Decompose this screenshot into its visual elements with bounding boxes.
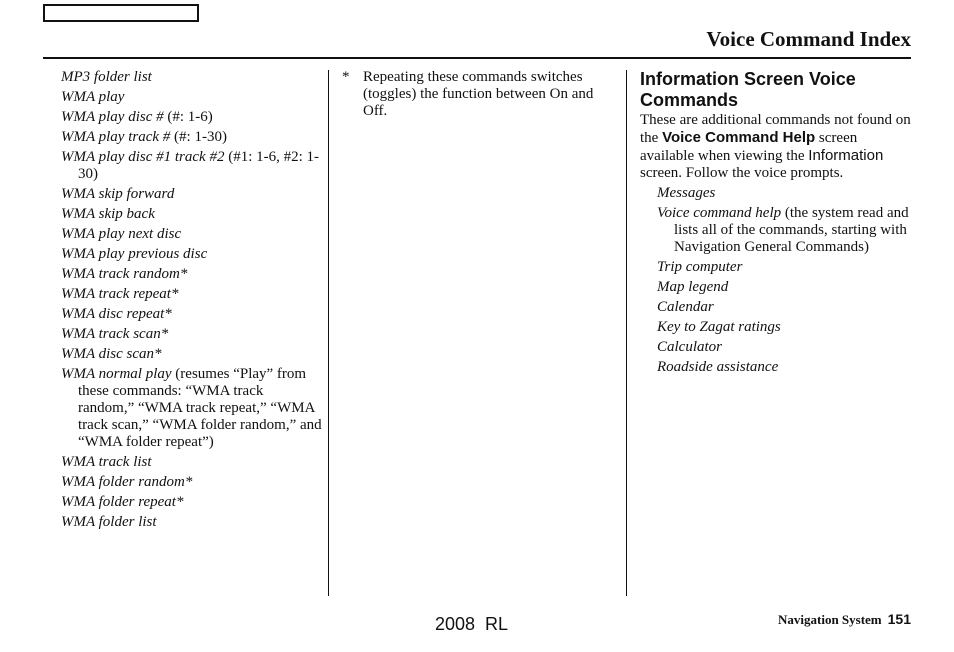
command-note: (#: 1-6) [163, 109, 213, 125]
list-item [61, 186, 323, 203]
command-text: Roadside assistance [657, 359, 779, 375]
page-footer [778, 611, 911, 628]
command-text: WMA skip forward [61, 186, 175, 202]
command-note: (resumes “Play” from these commands: “WMA track random,” “WMA track repeat,” “WMA track scan,” “WMA folder random,” and “WMA folder repeat”) [78, 366, 322, 450]
list-item [61, 206, 323, 223]
list-item [61, 346, 323, 363]
column-divider-left [328, 70, 329, 596]
command-text: WMA disc repeat* [61, 306, 172, 322]
left-command-list [61, 69, 323, 534]
intro-text-1: These are additional commands not found on the [640, 112, 911, 146]
information-commands-section [640, 69, 915, 379]
section-heading: Information Screen Voice Commands [640, 69, 856, 110]
list-item [61, 226, 323, 243]
list-item [61, 89, 323, 106]
command-text: WMA track repeat* [61, 286, 179, 302]
command-text: Trip computer [657, 259, 743, 275]
list-item [61, 246, 323, 263]
list-item [657, 259, 915, 276]
list-item [61, 149, 323, 183]
command-text: MP3 folder list [61, 69, 152, 85]
list-item [61, 474, 323, 491]
command-text: WMA play disc #1 track #2 [61, 149, 225, 165]
command-text: Map legend [657, 279, 729, 295]
list-item [61, 129, 323, 146]
list-item [61, 69, 323, 86]
command-text: WMA disc scan* [61, 346, 162, 362]
asterisk-mark: * [342, 69, 350, 85]
list-item [657, 359, 915, 376]
command-text: WMA folder repeat* [61, 494, 184, 510]
page-number: 151 [887, 611, 911, 627]
list-item [657, 205, 915, 256]
command-note: (#: 1-30) [170, 129, 227, 145]
list-item [657, 279, 915, 296]
header-tab-box [43, 4, 199, 22]
section-intro [640, 112, 915, 182]
command-text: WMA normal play [61, 366, 172, 382]
list-item [61, 286, 323, 303]
page-title: Voice Command Index [706, 27, 911, 51]
command-text: WMA play disc # [61, 109, 164, 125]
command-text: WMA play track # [61, 129, 171, 145]
command-text: WMA track list [61, 454, 152, 470]
header-rule [43, 57, 911, 59]
model-label: 2008 RL [435, 614, 509, 634]
command-text: Voice command help [657, 205, 782, 221]
command-text: WMA play next disc [61, 226, 182, 242]
command-text: Key to Zagat ratings [657, 319, 781, 335]
list-item [61, 326, 323, 343]
command-note: (the system read and lists all of the commands, starting with Navigation General Commands) [674, 205, 909, 255]
list-item [61, 266, 323, 283]
command-text: WMA track random* [61, 266, 188, 282]
column-divider-right [626, 70, 627, 596]
command-text: WMA track scan* [61, 326, 169, 342]
footnote-text: Repeating these commands switches (toggles) the function between On and Off. [363, 69, 594, 119]
footer-section: Navigation System [778, 612, 882, 627]
list-item [657, 319, 915, 336]
command-note: (#1: 1-6, #2: 1-30) [78, 149, 320, 182]
list-item [61, 306, 323, 323]
command-text: WMA play [61, 89, 125, 105]
list-item [61, 454, 323, 471]
intro-sans-term: Information [808, 147, 884, 164]
command-text: WMA folder list [61, 514, 157, 530]
command-text: Calculator [657, 339, 723, 355]
list-item [657, 339, 915, 356]
intro-text-3: screen. Follow the voice prompts. [640, 165, 844, 181]
command-text: WMA skip back [61, 206, 155, 222]
list-item [61, 109, 323, 126]
footnote-column [342, 69, 617, 120]
asterisk-footnote [342, 69, 617, 120]
list-item [657, 185, 915, 202]
command-text: WMA folder random* [61, 474, 193, 490]
command-text: WMA play previous disc [61, 246, 208, 262]
command-text: Calendar [657, 299, 714, 315]
intro-bold-term: Voice Command Help [662, 129, 816, 146]
list-item [61, 494, 323, 511]
list-item [61, 366, 323, 451]
command-text: Messages [657, 185, 716, 201]
list-item [61, 514, 323, 531]
intro-text-2: screen available when viewing the [640, 130, 858, 164]
list-item [657, 299, 915, 316]
